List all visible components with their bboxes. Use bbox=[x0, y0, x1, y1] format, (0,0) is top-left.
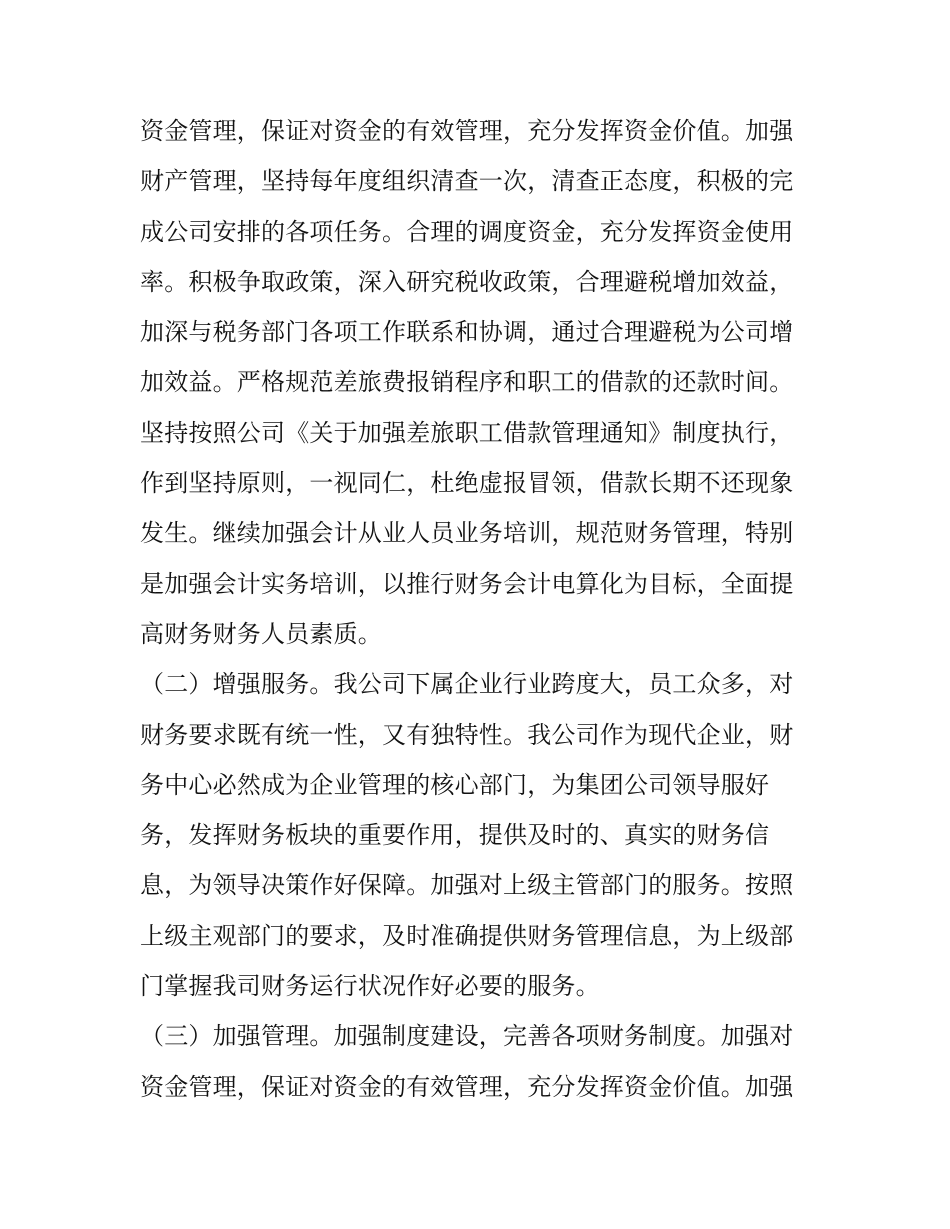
text-line: 坚持按照公司《关于加强差旅职工借款管理通知》制度执行， bbox=[140, 418, 794, 447]
text-line: 务中心必然成为企业管理的核心部门，为集团公司领导服好 bbox=[140, 770, 770, 799]
text-line: 作到坚持原则，一视同仁，杜绝虚报冒领，借款长期不还现象 bbox=[140, 469, 794, 498]
text-line: 上级主观部门的要求，及时准确提供财务管理信息，为上级部 bbox=[140, 921, 794, 950]
text-line: 是加强会计实务培训，以推行财务会计电算化为目标，全面提 bbox=[140, 569, 794, 598]
text-line: 资金管理，保证对资金的有效管理，充分发挥资金价值。加强 bbox=[140, 1072, 794, 1101]
text-line: 成公司安排的各项任务。合理的调度资金，充分发挥资金使用 bbox=[140, 217, 794, 246]
text-line: 财产管理，坚持每年度组织清查一次，清查正态度，积极的完 bbox=[140, 167, 794, 196]
text-line: 务，发挥财务板块的重要作用，提供及时的、真实的财务信 bbox=[140, 821, 770, 850]
text-line: 率。积极争取政策，深入研究税收政策，合理避税增加效益， bbox=[140, 267, 794, 296]
text-line: 门掌握我司财务运行状况作好必要的服务。 bbox=[140, 972, 600, 1001]
text-line: 高财务财务人员素质。 bbox=[140, 619, 382, 648]
text-line: 加效益。严格规范差旅费报销程序和职工的借款的还款时间。 bbox=[140, 368, 794, 397]
text-line: 息，为领导决策作好保障。加强对上级主管部门的服务。按照 bbox=[140, 871, 794, 900]
document-body bbox=[140, 106, 820, 1112]
section-heading-line: （三）加强管理。加强制度建设，完善各项财务制度。加强对 bbox=[140, 1022, 794, 1051]
section-heading-line: （二）增强服务。我公司下属企业行业跨度大，员工众多，对 bbox=[140, 670, 794, 699]
text-line: 加深与税务部门各项工作联系和协调，通过合理避税为公司增 bbox=[140, 318, 794, 347]
text-line: 财务要求既有统一性，又有独特性。我公司作为现代企业，财 bbox=[140, 720, 794, 749]
text-line: 发生。继续加强会计从业人员业务培训，规范财务管理，特别 bbox=[140, 519, 794, 548]
text-line: 资金管理，保证对资金的有效管理，充分发挥资金价值。加强 bbox=[140, 117, 794, 145]
